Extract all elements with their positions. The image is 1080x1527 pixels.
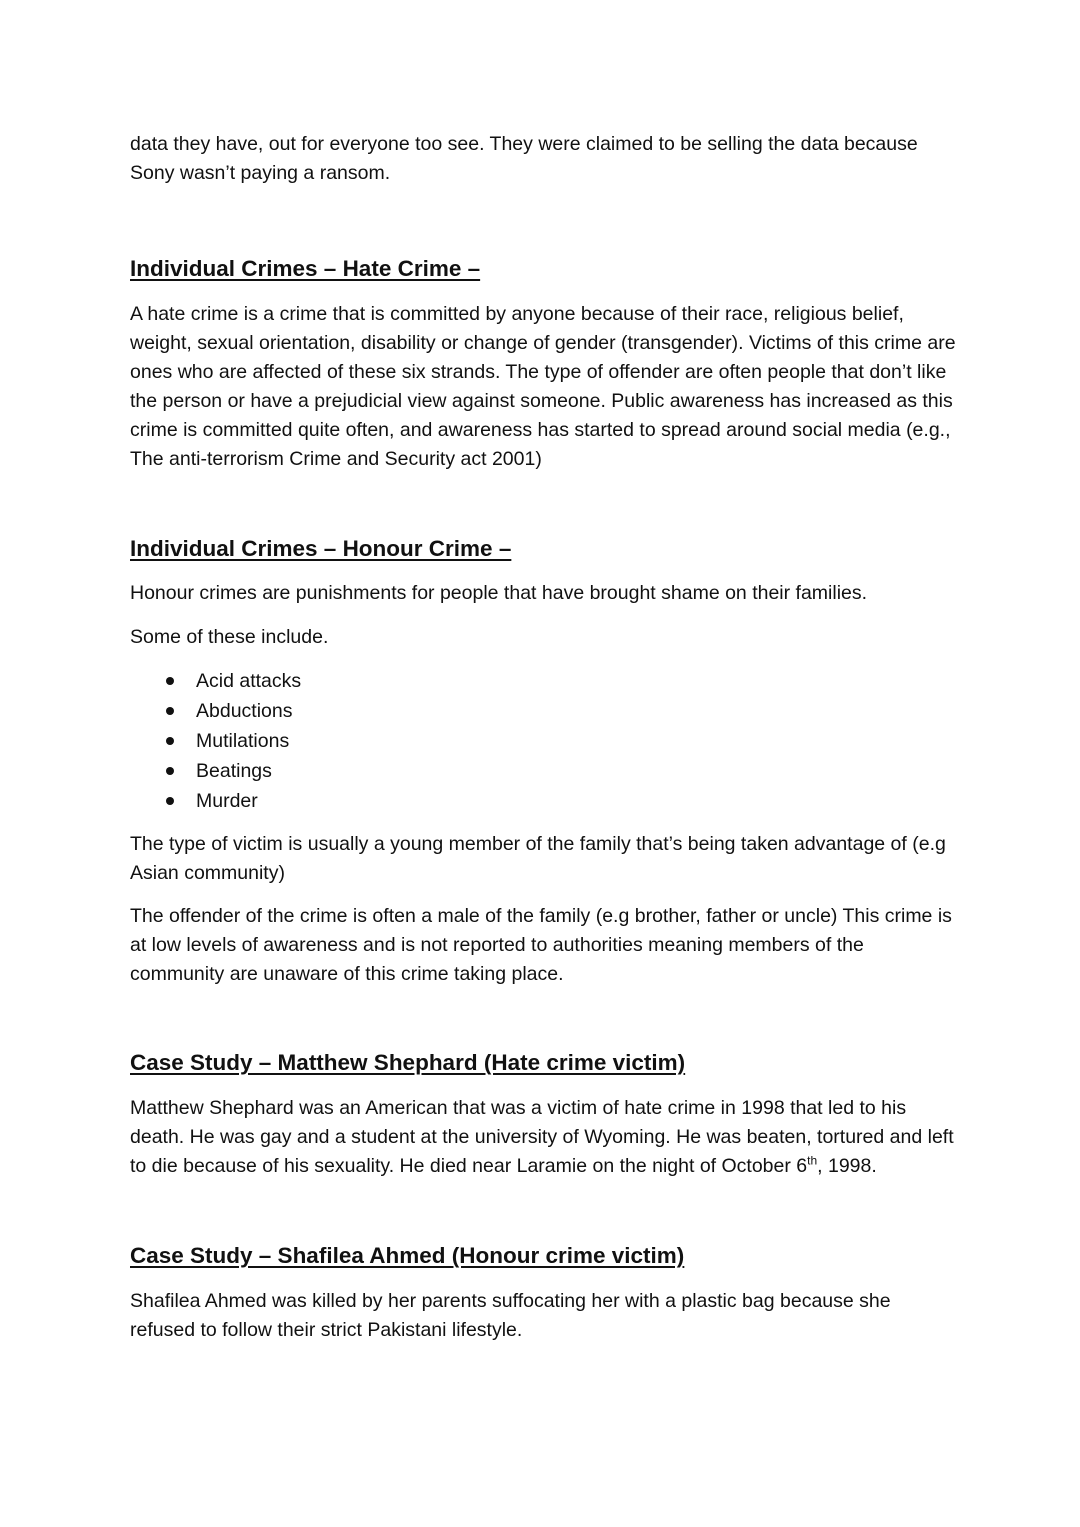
list-item: Abductions	[130, 696, 960, 726]
hate-crime-heading: Individual Crimes – Hate Crime –	[130, 256, 481, 281]
honour-crime-heading: Individual Crimes – Honour Crime –	[130, 536, 512, 561]
honour-crime-list	[130, 666, 960, 816]
document-page	[130, 128, 960, 1345]
honour-crime-offender-paragraph: The offender of the crime is often a male of the family (e.g brother, father or uncle) This crime is at low levels of awareness and is not reported to authorities meaning members of the community are unaware of this crime taking place.	[130, 905, 952, 985]
list-item: Acid attacks	[130, 666, 960, 696]
ordinal-suffix: th	[807, 1153, 818, 1168]
list-item: Murder	[130, 786, 960, 816]
intro-paragraph: data they have, out for everyone too see. They were claimed to be selling the data because Sony wasn’t paying a ransom.	[130, 133, 918, 184]
case-study-matthew-text-end: , 1998.	[817, 1155, 877, 1177]
hate-crime-paragraph: A hate crime is a crime that is committed by anyone because of their race, religious belief, weight, sexual orientation, disability or change of gender (transgender). Victims of this crime are ones who are affected of these six strands. The type of offender are often people that don’t like the person or have a prejudicial view against someone. Public awareness has increased as this crime is committed quite often, and awareness has started to spread around social media (e.g., The anti-terrorism Crime and Security act 2001)	[130, 303, 956, 470]
case-study-shafilea-heading: Case Study – Shafilea Ahmed (Honour crime victim)	[130, 1243, 685, 1268]
list-item: Beatings	[130, 756, 960, 786]
case-study-matthew-heading: Case Study – Matthew Shephard (Hate crime victim)	[130, 1050, 686, 1075]
honour-crime-list-intro: Some of these include.	[130, 626, 329, 648]
case-study-shafilea-paragraph: Shafilea Ahmed was killed by her parents suffocating her with a plastic bag because she refused to follow their strict Pakistani lifestyle.	[130, 1290, 891, 1341]
case-study-matthew-paragraph	[130, 1094, 960, 1181]
list-item: Mutilations	[130, 726, 960, 756]
honour-crime-victim-paragraph: The type of victim is usually a young member of the family that’s being taken advantage of (e.g Asian community)	[130, 833, 946, 884]
honour-crime-paragraph: Honour crimes are punishments for people that have brought shame on their families.	[130, 582, 868, 604]
case-study-matthew-text: Matthew Shephard was an American that was a victim of hate crime in 1998 that led to his death. He was gay and a student at the university of Wyoming. He was beaten, tortured and left to die because of his sexuality. He died near Laramie on the night of October 6	[130, 1097, 954, 1177]
